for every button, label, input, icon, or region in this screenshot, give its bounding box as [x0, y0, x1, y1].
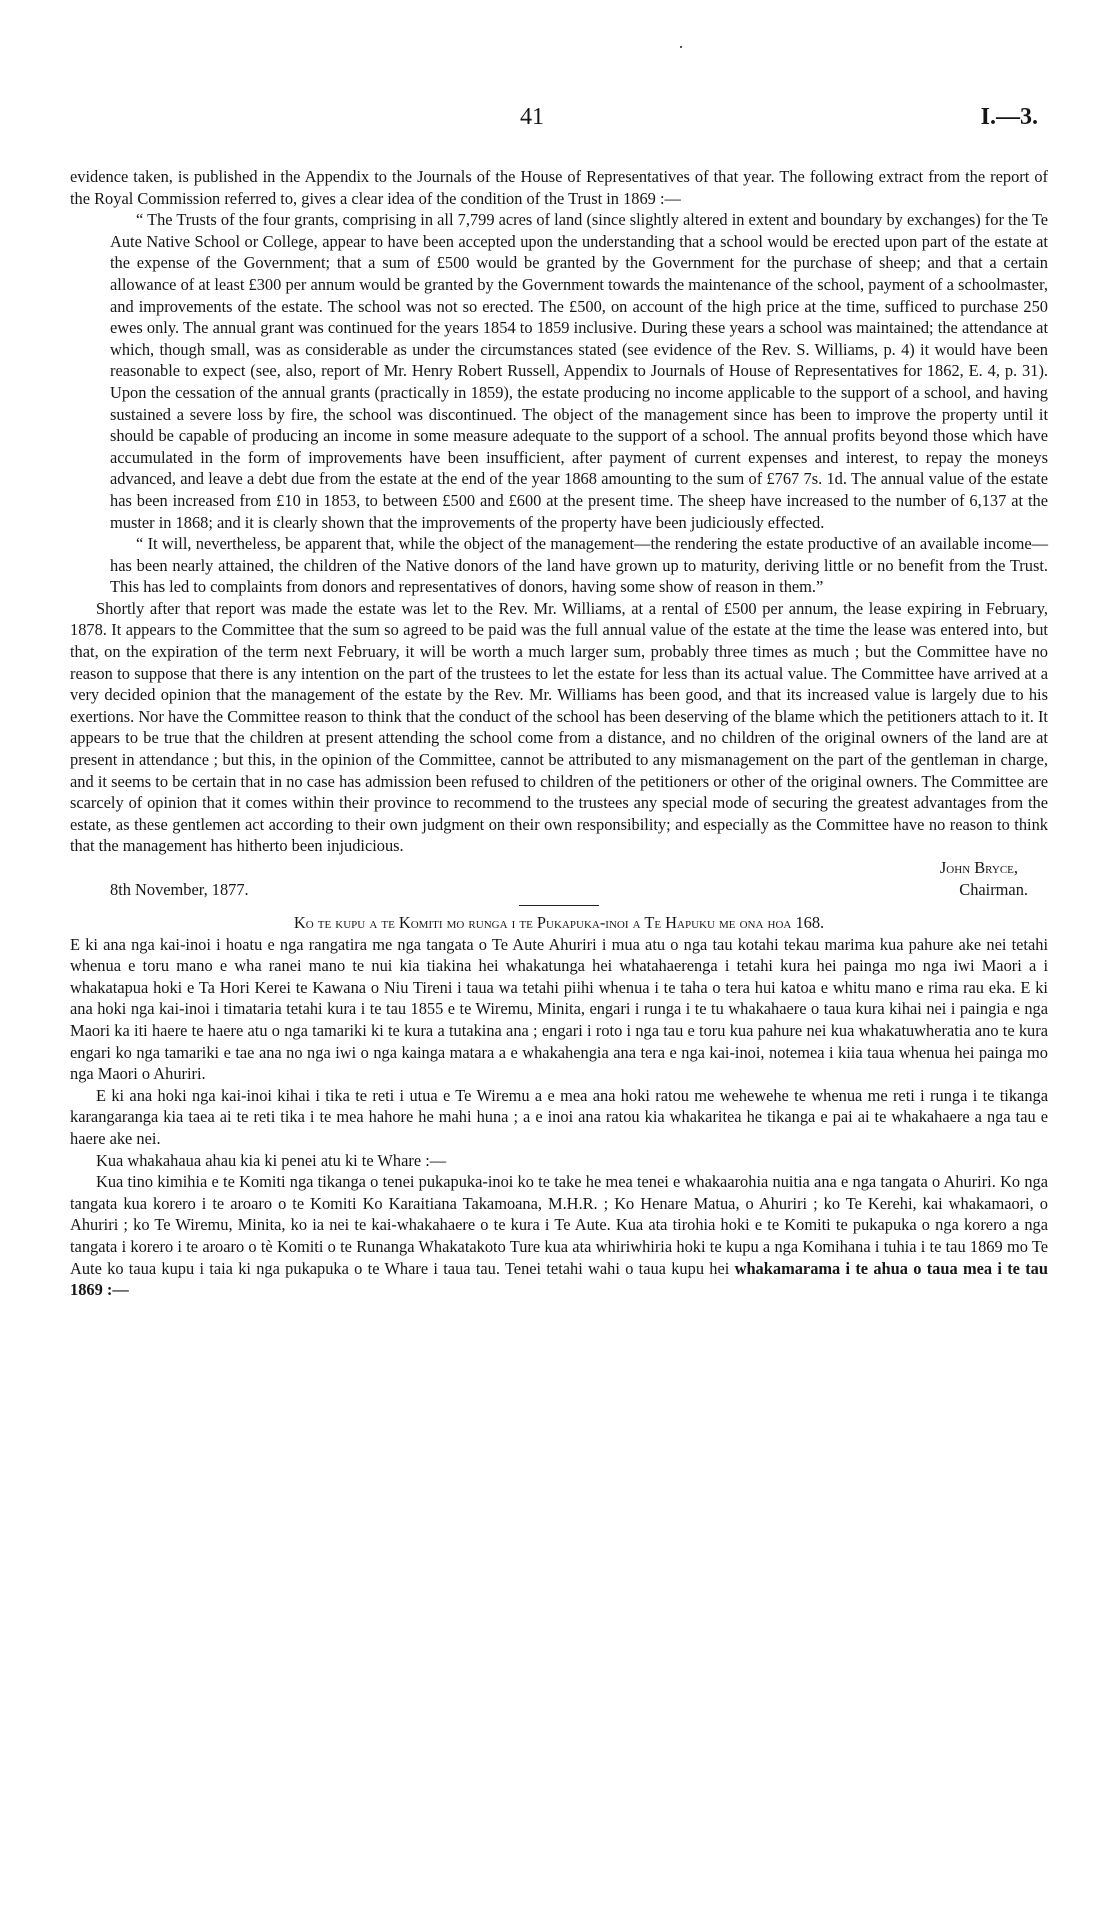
- section-heading: Ko te kupu a te Komiti mo runga i te Pukapuka-inoi a Te Hapuku me ona hoa 168.: [293, 913, 825, 932]
- quote-paragraph: “ The Trusts of the four grants, comprising in all 7,799 acres of land (since slightly altered in extent and boundary by exchanges) for the Te Aute Native School or College, appear to have been accepted upon the understanding that a school would be erected upon part of the estate at the expense of the Government; that a sum of £500 would be granted by the Government for the purchase of sheep; and that a certain allowance of at least £300 per annum would be granted by the Government towards the maintenance of the school, payment of a schoolmaster, and improvements of the estate. The school was not so erected. The £500, on account of the high price at the time, sufficed to purchase 250 ewes only. The annual grant was continued for the years 1854 to 1859 inclusive. During these years a school was maintained; the attendance at which, though small, was as considerable as under the circumstances stated (see evidence of the Rev. S. Williams, p. 4) it would have been reasonable to expect (see, also, report of Mr. Henry Robert Russell, Appendix to Journals of House of Representatives for 1862, E. 4, p. 31). Upon the cessation of the annual grants (practically in 1859), the estate producing no income applicable to the support of a school, and having sustained a severe loss by fire, the school was discontinued. The object of the management since has been to improve the property until it should be capable of producing an income in some measure adequate to the support of a school. The annual profits beyond those which have accumulated in the form of improvements have been insufficient, after payment of current expenses and interest, to repay the moneys advanced, and leave a debt due from the estate at the end of the year 1868 amounting to the sum of £767 7s. 1d. The annual value of the estate has been increased from £10 in 1853, to between £500 and £600 at the present time. The sheep have increased to the number of 6,137 at the muster in 1868; and it is clearly shown that the improvements of the property have been judiciously effected.: [110, 210, 1048, 532]
- paragraph: evidence taken, is published in the Appendix to the Journals of the House of Representatives of that year. The following extract from the report of the Royal Commission referred to, gives a clear idea of the condition of the Trust in 1869 :—: [70, 167, 1048, 208]
- document-code: I.—3.: [980, 104, 1038, 130]
- signatory-name: John Bryce,: [939, 858, 1018, 877]
- paragraph: Shortly after that report was made the estate was let to the Rev. Mr. Williams, at a rental of £500 per annum, the lease expiring in February, 1878. It appears to the Committee that the sum so agreed to be paid was the full annual value of the estate at the time the lease was entered into, but that, on the expiration of the term next February, it will be worth a much larger sum, probably three times as much ; but the Committee have no reason to suppose that there is any intention on the part of the trustees to let the estate for less than its actual value. The Committee have arrived at a very decided opinion that the management of the estate by the Rev. Mr. Williams has been good, and that its increased value is largely due to his exertions. Nor have the Committee reason to think that the conduct of the school has been deserving of the blame which the petitioners attach to it. It appears to be true that the children at present attending the school come from a distance, and no children of the original owners of the land are at present in attendance ; but this, in the opinion of the Committee, cannot be attributed to any mismanagement on the part of the gentleman in charge, and it seems to be certain that in no case has admission been refused to children of the petitioners or other of the original owners. The Committee are scarcely of opinion that it comes within their province to recommend to the trustees any special mode of securing the greatest advantages from the estate, as these gentlemen act according to their own judgment on their own responsibility; and especially as the Committee have no reason to think that the management has hitherto been injudicious.: [70, 598, 1048, 856]
- paragraph: Kua whakahaua ahau kia ki penei atu ki te Whare :—: [96, 1150, 447, 1170]
- paragraph: E ki ana nga kai-inoi i hoatu e nga rangatira me nga tangata o Te Aute Ahuriri i mua atu o nga tau kotahi tekau marima kua pahure ake nei tetahi whenua e toru mano e wha ranei mano te nui kia tiakina hei whakatunga hei whatahaerenga i tetahi kura hei painga mo nga iwi Maori a i whakatapua hoki e Ta Hori Kerei te Kawana o Niu Tireni i taua wa tetahi piihi whenua i te taha o tera hui katoa e whitu mano e rima rau eka. E ki ana hoki nga kai-inoi i timataria tetahi kura i te tau 1855 e te Wiremu, Minita, engari i runga i te tu whakahaere o taua kura kihai nei i paingia e nga Maori ka iti haere te haere atu o nga tamariki ki te kura a tutakina ana ; engari i roto i nga tau e toru kua pahure nei kua whakatuwheratia ano te kura engari ko nga tamariki e tae ana no nga iwi o nga kainga matara a e whakahengia ana tera e nga kai-inoi, notemea i kiia taua whenua hei painga mo nga Maori o Ahuriri.: [70, 934, 1048, 1084]
- paragraph-text: Kua tino kimihia e te Komiti nga tikanga o tenei pukapuka-inoi ko te take he mea tenei e whakaarohia nuitia ana e nga tangata o Ahuriri. Ko nga tangata kua korero i te aroaro o te Komiti Ko Karaitiana Takamoana, M.H.R. ; Ko Henare Matua, o Ahuriri ; ko Te Kerehi, kai whakamaori, o Ahuriri ; ko Te Wiremu, Minita, ko ia nei te kai-whakahaere o te kura i Te Aute. Kua ata tirohia hoki e te Komiti te pukapuka o nga korero a nga tangata i korero i te aroaro o tè Komiti o te Runanga Whakatakoto Ture kua ata whiriwhiria hoki te kupu a nga Komihana i tuhia i te tau 1869 mo Te Aute ko taua kupu i taia ki nga pukapuka o te Whare i taua tau. Tenei tetahi wahi o taua kupu hei: [70, 1172, 1048, 1278]
- section-divider: [519, 905, 599, 906]
- paragraph: [70, 1171, 1048, 1301]
- speck: [680, 46, 682, 48]
- page-number: 41: [520, 104, 544, 130]
- signatory-title: Chairman.: [959, 880, 1028, 899]
- quote-paragraph: “ It will, nevertheless, be apparent that, while the object of the management—the rendering the estate productive of an available income—has been nearly attained, the children of the Native donors of the land have grown up to maturity, deriving little or no benefit from the Trust. This has led to complaints from donors and representatives of donors, having some show of reason in them.”: [110, 534, 1048, 597]
- page-body: [70, 166, 1048, 1301]
- paragraph-tail: whakamarama i te ahua o taua mea i te tau 1869 :—: [70, 1258, 1048, 1300]
- signature-date: 8th November, 1877.: [110, 880, 249, 899]
- paragraph: E ki ana hoki nga kai-inoi kihai i tika te reti i utua e Te Wiremu a e mea ana hoki ratou me wehewehe te whenua me reti i runga i te tikanga karangaranga kia taea ai te reti tika i te mea hahore he mahi huna ; a e inoi ana ratou kia whakaritea he tikanga e pai ai te whakahaere a nga tau e haere ake nei.: [70, 1085, 1048, 1148]
- page-header: [70, 104, 1048, 134]
- signature-block: [70, 857, 1048, 901]
